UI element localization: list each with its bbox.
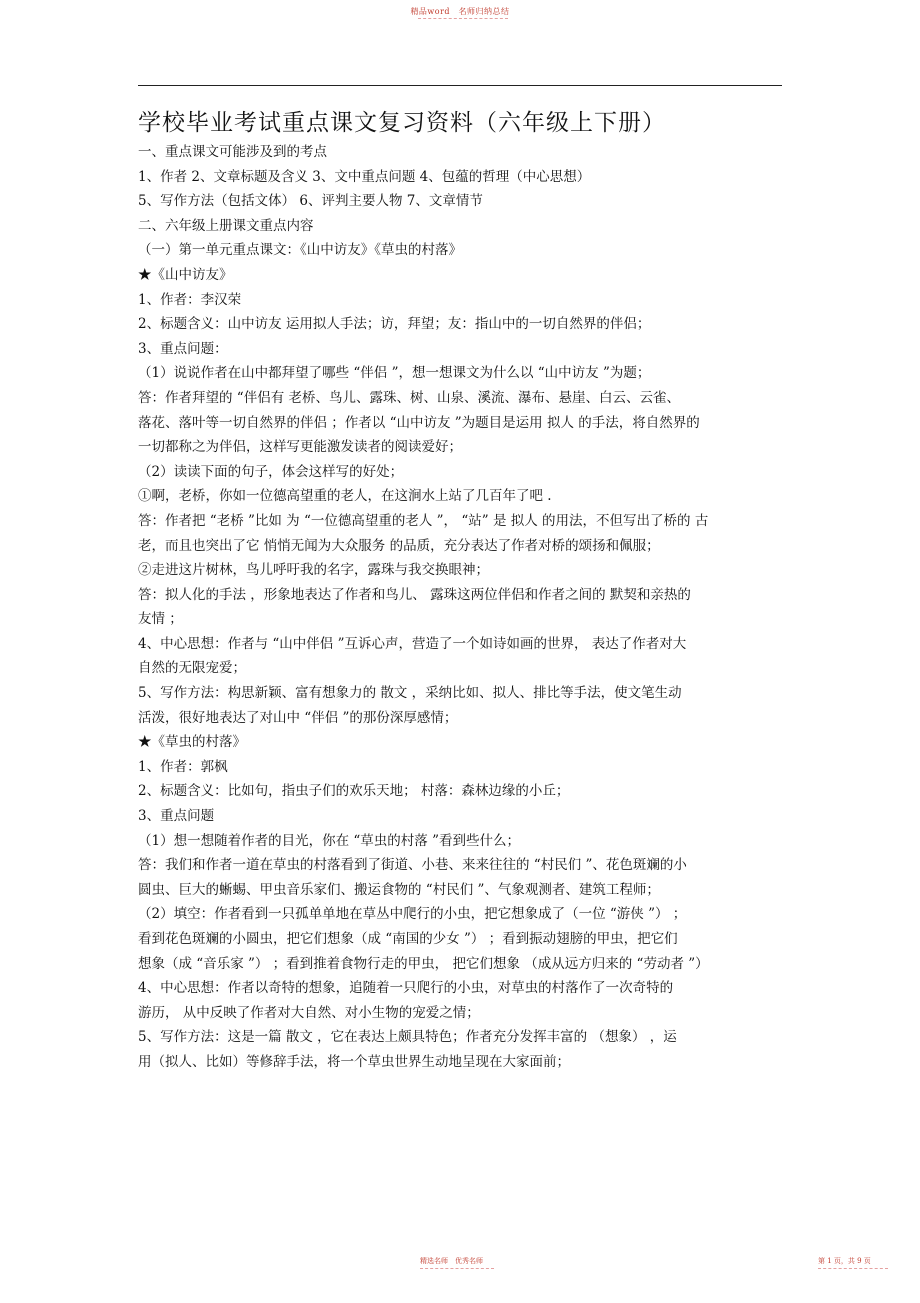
text-line: 用（拟人、比如）等修辞手法，将一个草虫世界生动地呈现在大家面前； (138, 1053, 570, 1070)
text-line: 想象（成 “音乐家 ”） ；看到推着食物行走的甲虫， 把它们想象 （成从远方归来的 “劳动者 ”） (138, 955, 709, 972)
footer-divider (420, 1268, 494, 1269)
text-line: 答：作者把 “老桥 ”比如 为 “一位德高望重的老人 ”， “站” 是 拟人 的用法，不但写出了桥的 古 (138, 512, 709, 529)
text-line: 1、作者：李汉荣 (138, 291, 242, 308)
text-line: 一切都称之为伴侣，这样写更能激发读者的阅读爱好； (138, 439, 462, 456)
text-line: （一）第一单元重点课文：《山中访友》《草虫的村落》 (138, 242, 462, 259)
text-line: ★《山中访友》 (138, 266, 233, 283)
footer-label: 精选名师 优秀名师 (420, 1257, 483, 1265)
text-line: 5、写作方法：构思新颖、富有想象力的 散文 ，采纳比如、拟人、排比等手法，使文笔生动 (138, 685, 682, 702)
text-line: （2）读读下面的句子，体会这样写的好处； (138, 463, 404, 480)
text-line: 落花、落叶等一切自然界的伴侣 ；作者以 “山中访友 ”为题目是运用 拟人 的手法，将自然界的 (138, 414, 700, 431)
text-line: 2、标题含义：比如句，指虫子们的欢乐天地； 村落：森林边缘的小丘； (138, 783, 570, 800)
text-line: （1）想一想随着作者的目光，你在 “草虫的村落 ”看到些什么； (138, 832, 520, 849)
text-line: 1、作者：郭枫 (138, 758, 228, 775)
text-line: 4、中心思想：作者与 “山中伴侣 ”互诉心声，营造了一个如诗如画的世界， 表达了作者对大 (138, 635, 687, 652)
text-line: 答：我们和作者一道在草虫的村落看到了街道、小巷、来来往往的 “村民们 ”、花色斑斓的小 (138, 857, 687, 874)
page-title: 学校毕业考试重点课文复习资料（六年级上下册） (138, 110, 666, 136)
text-line: 看到花色斑斓的小圆虫，把它们想象（成 “南国的少女 ”） ；看到振动翅膀的甲虫，把它们 (138, 931, 678, 947)
text-line: 二、六年级上册课文重点内容 (138, 217, 314, 234)
text-line: 2、标题含义：山中访友 运用拟人手法；访，拜望；友：指山中的一切自然界的伴侣； (138, 316, 651, 333)
document-body (138, 140, 788, 1075)
text-line: 一、重点课文可能涉及到的考点 (138, 144, 327, 160)
text-line: 5、写作方法（包括文体） 6、评判主要人物 7、文章情节 (138, 193, 483, 210)
text-line: （2）填空：作者看到一只孤单单地在草丛中爬行的小虫，把它想象成了（一位 “游侠 ”） ； (138, 906, 687, 923)
page-number-divider (818, 1268, 888, 1269)
text-line: 5、写作方法：这是一篇 散文 ，它在表达上颇具特色；作者充分发挥丰富的 （想象） ，运 (138, 1029, 677, 1046)
text-line: 3、重点问题： (138, 340, 228, 357)
text-line: （1）说说作者在山中都拜望了哪些 “伴侣 ”，想一想课文为什么以 “山中访友 ”为题； (138, 365, 651, 382)
text-line: 4、中心思想：作者以奇特的想象，追随着一只爬行的小虫，对草虫的村落作了一次奇特的 (138, 980, 674, 997)
text-line: 游历， 从中反映了作者对大自然、对小生物的宠爱之情； (138, 1004, 480, 1021)
page-number: 第 1 页，共 9 页 (818, 1257, 871, 1265)
text-line: 老，而且也突出了它 悄悄无闻为大众服务 的品质，充分表达了作者对桥的颂扬和佩服； (138, 537, 660, 554)
header-divider (418, 18, 508, 19)
text-line: 友情 ； (138, 611, 183, 628)
text-line: ①啊，老桥，你如一位德高望重的老人，在这涧水上站了几百年了吧 . (138, 488, 552, 505)
text-line: 圆虫、巨大的蜥蜴、甲虫音乐家们、搬运食物的 “村民们 ”、气象观测者、建筑工程师； (138, 881, 660, 898)
text-line: 答：拟人化的手法 ，形象地表达了作者和鸟儿、 露珠这两位伴侣和作者之间的 默契和亲热的 (138, 586, 691, 603)
header-watermark: 精品word 名师归纳总结 (410, 7, 510, 16)
text-line: ②走进这片树林，鸟儿呼吁我的名字，露珠与我交换眼神； (138, 562, 489, 579)
text-line: 1、作者 2、文章标题及含义 3、文中重点问题 4、包蕴的哲理（中心思想） (138, 168, 591, 185)
text-line: ★《草虫的村落》 (138, 734, 246, 751)
text-line: 3、重点问题 (138, 808, 215, 825)
text-line: 答：作者拜望的 “伴侣有 老桥、鸟儿、露珠、树、山泉、溪流、瀑布、悬崖、白云、云雀、 (138, 389, 680, 406)
text-line: 活泼，很好地表达了对山中 “伴侣 ”的那份深厚感情； (138, 709, 458, 726)
top-rule (138, 85, 782, 86)
text-line: 自然的无限宠爱； (138, 660, 246, 677)
